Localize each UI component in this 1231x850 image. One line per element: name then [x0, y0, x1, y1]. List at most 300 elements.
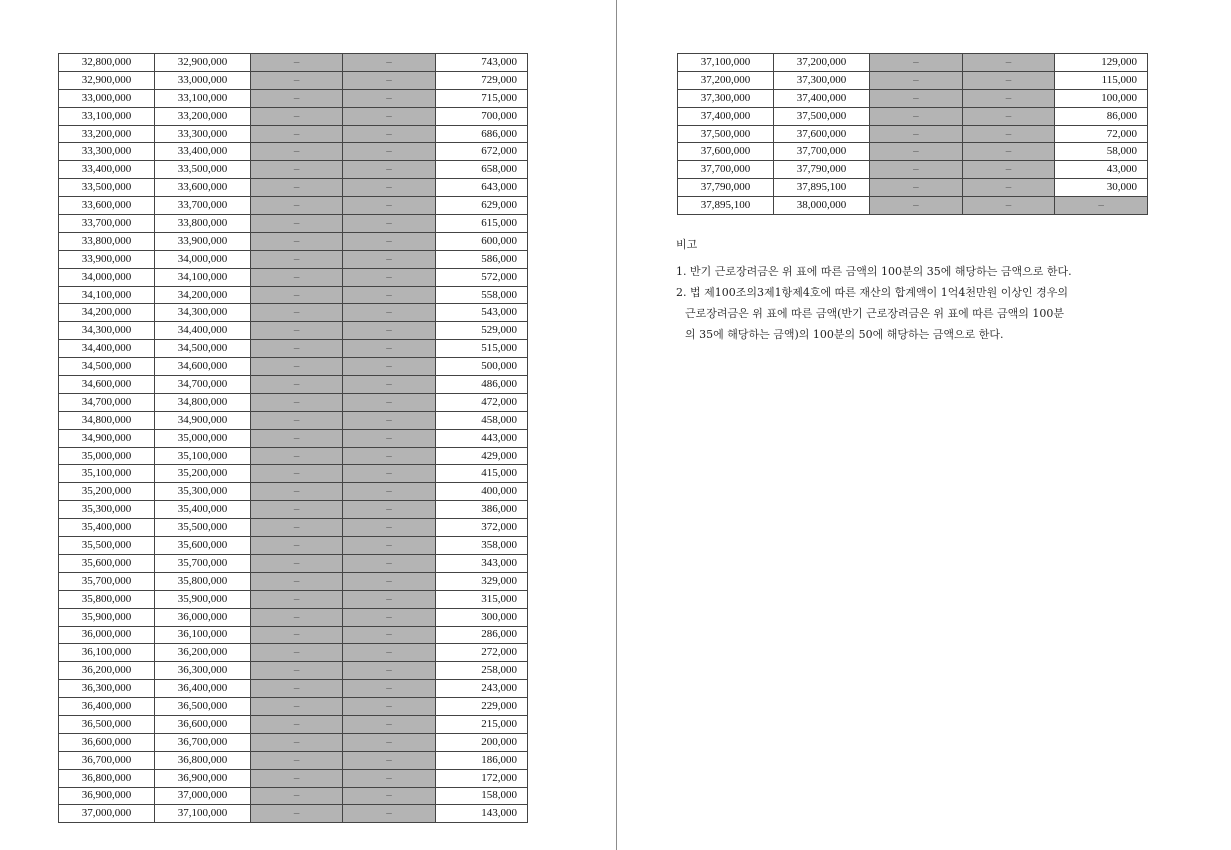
dash-cell: – — [343, 626, 435, 644]
table-row — [59, 268, 528, 286]
amount-cell: 30,000 — [1055, 179, 1148, 197]
dash-cell: – — [251, 554, 343, 572]
dash-cell: – — [251, 715, 343, 733]
dash-cell: – — [343, 322, 435, 340]
dash-cell: – — [962, 89, 1055, 107]
dash-cell: – — [251, 286, 343, 304]
note-line: 반기 근로장려금은 위 표에 따른 금액의 100분의 35에 해당하는 금액으로 한다. — [690, 265, 1072, 278]
table-row — [59, 662, 528, 680]
income-from-cell: 34,400,000 — [59, 340, 155, 358]
income-to-cell: 36,700,000 — [155, 733, 251, 751]
table-row — [59, 125, 528, 143]
dash-cell: – — [251, 161, 343, 179]
dash-cell: – — [251, 197, 343, 215]
dash-cell: – — [251, 215, 343, 233]
table-row — [59, 501, 528, 519]
table-row — [59, 107, 528, 125]
dash-cell: – — [343, 89, 435, 107]
amount-cell: 558,000 — [435, 286, 527, 304]
income-to-cell: 35,700,000 — [155, 554, 251, 572]
table-row — [59, 608, 528, 626]
income-from-cell: 35,500,000 — [59, 537, 155, 555]
amount-table-left — [58, 53, 528, 823]
table-row — [59, 250, 528, 268]
income-from-cell: 37,200,000 — [678, 71, 774, 89]
income-to-cell: 33,700,000 — [155, 197, 251, 215]
income-from-cell: 33,800,000 — [59, 232, 155, 250]
table-row — [678, 125, 1148, 143]
income-to-cell: 35,300,000 — [155, 483, 251, 501]
income-from-cell: 33,700,000 — [59, 215, 155, 233]
table-row — [59, 411, 528, 429]
amount-cell: 400,000 — [435, 483, 527, 501]
income-from-cell: 33,200,000 — [59, 125, 155, 143]
amount-cell: 86,000 — [1055, 107, 1148, 125]
notes-section — [676, 236, 1156, 345]
dash-cell: – — [251, 304, 343, 322]
table-row — [59, 161, 528, 179]
income-from-cell: 34,200,000 — [59, 304, 155, 322]
dash-cell: – — [870, 107, 963, 125]
dash-cell: – — [251, 358, 343, 376]
income-to-cell: 36,300,000 — [155, 662, 251, 680]
income-to-cell: 37,200,000 — [774, 54, 870, 72]
dash-cell: – — [251, 769, 343, 787]
dash-cell: – — [343, 769, 435, 787]
amount-cell: 143,000 — [435, 805, 527, 823]
income-to-cell: 35,100,000 — [155, 447, 251, 465]
dash-cell: – — [251, 590, 343, 608]
table-row — [59, 537, 528, 555]
income-to-cell: 37,400,000 — [774, 89, 870, 107]
table-row — [59, 519, 528, 537]
amount-cell: 72,000 — [1055, 125, 1148, 143]
dash-cell: – — [343, 304, 435, 322]
table-row — [59, 483, 528, 501]
income-to-cell: 33,000,000 — [155, 71, 251, 89]
dash-cell: – — [343, 411, 435, 429]
dash-cell: – — [251, 107, 343, 125]
amount-cell: 700,000 — [435, 107, 527, 125]
dash-cell: – — [251, 680, 343, 698]
dash-cell: – — [251, 465, 343, 483]
dash-cell: – — [251, 429, 343, 447]
dash-cell: – — [251, 322, 343, 340]
table-row — [59, 393, 528, 411]
note-line: 의 35에 해당하는 금액)의 100분의 50에 해당하는 금액으로 한다. — [685, 328, 1004, 341]
dash-cell: – — [251, 483, 343, 501]
dash-cell: – — [343, 787, 435, 805]
dash-cell: – — [251, 250, 343, 268]
dash-cell: – — [251, 751, 343, 769]
income-to-cell: 37,790,000 — [774, 161, 870, 179]
dash-cell: – — [343, 340, 435, 358]
dash-cell: – — [343, 232, 435, 250]
dash-cell: – — [251, 393, 343, 411]
income-to-cell: 34,700,000 — [155, 376, 251, 394]
dash-cell: – — [870, 71, 963, 89]
income-to-cell: 32,900,000 — [155, 54, 251, 72]
income-to-cell: 36,500,000 — [155, 698, 251, 716]
dash-cell: – — [251, 340, 343, 358]
dash-cell: – — [251, 644, 343, 662]
dash-cell: – — [251, 71, 343, 89]
dash-cell: – — [870, 197, 963, 215]
notes-title: 비고 — [676, 238, 698, 251]
dash-cell: – — [343, 751, 435, 769]
amount-cell: 729,000 — [435, 71, 527, 89]
dash-cell: – — [251, 411, 343, 429]
income-from-cell: 35,800,000 — [59, 590, 155, 608]
amount-cell: 258,000 — [435, 662, 527, 680]
income-from-cell: 37,500,000 — [678, 125, 774, 143]
income-to-cell: 36,800,000 — [155, 751, 251, 769]
dash-cell: – — [343, 197, 435, 215]
income-from-cell: 36,600,000 — [59, 733, 155, 751]
dash-cell: – — [962, 143, 1055, 161]
amount-cell: 443,000 — [435, 429, 527, 447]
dash-cell: – — [251, 268, 343, 286]
dash-cell: – — [343, 393, 435, 411]
dash-cell: – — [962, 71, 1055, 89]
income-to-cell: 37,500,000 — [774, 107, 870, 125]
dash-cell: – — [343, 590, 435, 608]
dash-cell: – — [251, 626, 343, 644]
amount-cell: 458,000 — [435, 411, 527, 429]
income-to-cell: 37,700,000 — [774, 143, 870, 161]
income-to-cell: 36,400,000 — [155, 680, 251, 698]
amount-cell: 586,000 — [435, 250, 527, 268]
income-to-cell: 37,600,000 — [774, 125, 870, 143]
income-from-cell: 34,000,000 — [59, 268, 155, 286]
table-row — [59, 340, 528, 358]
amount-cell: 272,000 — [435, 644, 527, 662]
table-row — [59, 286, 528, 304]
table-row — [59, 54, 528, 72]
income-from-cell: 34,800,000 — [59, 411, 155, 429]
income-to-cell: 33,100,000 — [155, 89, 251, 107]
notes-list — [676, 261, 1156, 345]
amount-cell: 343,000 — [435, 554, 527, 572]
dash-cell: – — [343, 376, 435, 394]
table-row — [59, 787, 528, 805]
income-to-cell: 33,300,000 — [155, 125, 251, 143]
income-to-cell: 35,500,000 — [155, 519, 251, 537]
dash-cell: – — [343, 71, 435, 89]
income-from-cell: 35,700,000 — [59, 572, 155, 590]
income-to-cell: 35,000,000 — [155, 429, 251, 447]
income-to-cell: 33,900,000 — [155, 232, 251, 250]
table-row — [59, 465, 528, 483]
dash-cell: – — [870, 161, 963, 179]
income-to-cell: 37,300,000 — [774, 71, 870, 89]
dash-cell: – — [343, 483, 435, 501]
table-row — [59, 554, 528, 572]
table-row — [678, 143, 1148, 161]
income-to-cell: 34,100,000 — [155, 268, 251, 286]
income-from-cell: 34,100,000 — [59, 286, 155, 304]
dash-cell: – — [343, 608, 435, 626]
dash-cell: – — [343, 554, 435, 572]
income-from-cell: 33,600,000 — [59, 197, 155, 215]
income-from-cell: 34,500,000 — [59, 358, 155, 376]
dash-cell: – — [251, 54, 343, 72]
dash-cell: – — [251, 519, 343, 537]
amount-cell: 186,000 — [435, 751, 527, 769]
income-to-cell: 34,000,000 — [155, 250, 251, 268]
table-row — [59, 644, 528, 662]
amount-cell: 600,000 — [435, 232, 527, 250]
amount-cell: 43,000 — [1055, 161, 1148, 179]
table-row — [678, 161, 1148, 179]
dash-cell: – — [343, 698, 435, 716]
income-to-cell: 36,900,000 — [155, 769, 251, 787]
income-to-cell: 35,900,000 — [155, 590, 251, 608]
table-row — [59, 429, 528, 447]
dash-cell: – — [343, 537, 435, 555]
income-from-cell: 35,000,000 — [59, 447, 155, 465]
note-line: 근로장려금은 위 표에 따른 금액(반기 근로장려금은 위 표에 따른 금액의 100분 — [685, 307, 1065, 320]
income-to-cell: 36,200,000 — [155, 644, 251, 662]
income-to-cell: 36,100,000 — [155, 626, 251, 644]
income-to-cell: 36,000,000 — [155, 608, 251, 626]
dash-cell: – — [962, 161, 1055, 179]
dash-cell: – — [343, 107, 435, 125]
amount-cell: 158,000 — [435, 787, 527, 805]
dash-cell: – — [343, 215, 435, 233]
dash-cell: – — [343, 805, 435, 823]
note-item — [676, 261, 1156, 282]
amount-cell: 358,000 — [435, 537, 527, 555]
income-from-cell: 36,000,000 — [59, 626, 155, 644]
amount-cell: 215,000 — [435, 715, 527, 733]
income-from-cell: 36,900,000 — [59, 787, 155, 805]
dash-cell: – — [251, 787, 343, 805]
income-to-cell: 35,600,000 — [155, 537, 251, 555]
amount-cell: 58,000 — [1055, 143, 1148, 161]
income-from-cell: 32,800,000 — [59, 54, 155, 72]
table-row — [59, 232, 528, 250]
dash-cell: – — [251, 572, 343, 590]
dash-cell: – — [343, 519, 435, 537]
note-number: 1. — [676, 265, 687, 278]
table-row — [59, 715, 528, 733]
amount-cell: 372,000 — [435, 519, 527, 537]
amount-cell: 472,000 — [435, 393, 527, 411]
table-row — [59, 322, 528, 340]
amount-cell: 615,000 — [435, 215, 527, 233]
dash-cell: – — [251, 125, 343, 143]
dash-cell: – — [343, 447, 435, 465]
dash-cell: – — [870, 89, 963, 107]
amount-cell: 172,000 — [435, 769, 527, 787]
income-from-cell: 35,100,000 — [59, 465, 155, 483]
income-from-cell: 36,800,000 — [59, 769, 155, 787]
table-row — [678, 71, 1148, 89]
income-from-cell: 37,600,000 — [678, 143, 774, 161]
income-from-cell: 36,100,000 — [59, 644, 155, 662]
dash-cell: – — [343, 250, 435, 268]
table-row — [59, 769, 528, 787]
income-to-cell: 34,200,000 — [155, 286, 251, 304]
table-row — [59, 197, 528, 215]
table-row — [59, 733, 528, 751]
income-from-cell: 35,600,000 — [59, 554, 155, 572]
income-to-cell: 38,000,000 — [774, 197, 870, 215]
dash-cell: – — [251, 608, 343, 626]
table-row — [59, 215, 528, 233]
dash-cell: – — [962, 107, 1055, 125]
income-from-cell: 33,000,000 — [59, 89, 155, 107]
amount-cell: 129,000 — [1055, 54, 1148, 72]
amount-cell: 629,000 — [435, 197, 527, 215]
dash-cell: – — [870, 54, 963, 72]
amount-cell: 515,000 — [435, 340, 527, 358]
amount-cell: 672,000 — [435, 143, 527, 161]
income-from-cell: 35,300,000 — [59, 501, 155, 519]
income-to-cell: 37,000,000 — [155, 787, 251, 805]
income-to-cell: 34,300,000 — [155, 304, 251, 322]
table-row — [678, 107, 1148, 125]
dash-cell: – — [962, 125, 1055, 143]
table-row — [59, 71, 528, 89]
income-to-cell: 35,800,000 — [155, 572, 251, 590]
table-row — [59, 680, 528, 698]
dash-cell: – — [251, 805, 343, 823]
income-to-cell: 34,400,000 — [155, 322, 251, 340]
table-row — [59, 179, 528, 197]
income-from-cell: 36,200,000 — [59, 662, 155, 680]
income-from-cell: 33,500,000 — [59, 179, 155, 197]
income-from-cell: 35,900,000 — [59, 608, 155, 626]
income-from-cell: 33,400,000 — [59, 161, 155, 179]
income-to-cell: 34,600,000 — [155, 358, 251, 376]
income-from-cell: 34,300,000 — [59, 322, 155, 340]
table-row — [59, 590, 528, 608]
dash-cell: – — [962, 179, 1055, 197]
amount-cell: 200,000 — [435, 733, 527, 751]
amount-cell: 286,000 — [435, 626, 527, 644]
table-row — [59, 805, 528, 823]
dash-cell: – — [251, 143, 343, 161]
income-from-cell: 35,200,000 — [59, 483, 155, 501]
income-from-cell: 34,900,000 — [59, 429, 155, 447]
dash-cell: – — [343, 268, 435, 286]
income-to-cell: 33,400,000 — [155, 143, 251, 161]
amount-cell: 686,000 — [435, 125, 527, 143]
note-number: 2. — [676, 286, 687, 299]
dash-cell: – — [343, 572, 435, 590]
table-row — [59, 143, 528, 161]
income-to-cell: 36,600,000 — [155, 715, 251, 733]
dash-cell: – — [251, 447, 343, 465]
table-row — [59, 626, 528, 644]
dash-cell: – — [343, 733, 435, 751]
dash-cell: – — [343, 429, 435, 447]
table-row — [59, 447, 528, 465]
table-row — [59, 698, 528, 716]
amount-cell: 715,000 — [435, 89, 527, 107]
dash-cell: – — [343, 680, 435, 698]
income-from-cell: 37,400,000 — [678, 107, 774, 125]
dash-cell: – — [251, 733, 343, 751]
income-to-cell: 37,895,100 — [774, 179, 870, 197]
dash-cell: – — [343, 501, 435, 519]
dash-cell: – — [962, 197, 1055, 215]
income-to-cell: 34,800,000 — [155, 393, 251, 411]
income-to-cell: 33,600,000 — [155, 179, 251, 197]
table-row — [59, 358, 528, 376]
dash-cell: – — [343, 125, 435, 143]
income-from-cell: 33,100,000 — [59, 107, 155, 125]
dash-cell: – — [251, 232, 343, 250]
amount-cell: 658,000 — [435, 161, 527, 179]
dash-cell: – — [343, 644, 435, 662]
income-to-cell: 33,500,000 — [155, 161, 251, 179]
dash-cell: – — [251, 537, 343, 555]
page-divider — [616, 0, 617, 850]
amount-cell: 315,000 — [435, 590, 527, 608]
dash-cell: – — [343, 161, 435, 179]
amount-cell: 529,000 — [435, 322, 527, 340]
income-to-cell: 34,900,000 — [155, 411, 251, 429]
income-from-cell: 34,700,000 — [59, 393, 155, 411]
dash-cell: – — [343, 286, 435, 304]
income-from-cell: 37,700,000 — [678, 161, 774, 179]
dash-cell: – — [251, 376, 343, 394]
income-from-cell: 36,500,000 — [59, 715, 155, 733]
dash-cell: – — [962, 54, 1055, 72]
amount-cell: 229,000 — [435, 698, 527, 716]
amount-cell: 743,000 — [435, 54, 527, 72]
note-line: 법 제100조의3제1항제4호에 따른 재산의 합계액이 1억4천만원 이상인 경우의 — [690, 286, 1068, 299]
income-from-cell: 32,900,000 — [59, 71, 155, 89]
amount-cell: 100,000 — [1055, 89, 1148, 107]
dash-cell: – — [251, 179, 343, 197]
amount-cell: 643,000 — [435, 179, 527, 197]
income-from-cell: 33,300,000 — [59, 143, 155, 161]
amount-cell: 300,000 — [435, 608, 527, 626]
table-row — [59, 751, 528, 769]
table-row — [678, 197, 1148, 215]
amount-cell: – — [1055, 197, 1148, 215]
dash-cell: – — [343, 54, 435, 72]
amount-cell: 429,000 — [435, 447, 527, 465]
dash-cell: – — [251, 501, 343, 519]
income-from-cell: 36,700,000 — [59, 751, 155, 769]
income-from-cell: 36,300,000 — [59, 680, 155, 698]
income-to-cell: 33,200,000 — [155, 107, 251, 125]
dash-cell: – — [251, 662, 343, 680]
dash-cell: – — [343, 715, 435, 733]
income-to-cell: 34,500,000 — [155, 340, 251, 358]
income-to-cell: 35,200,000 — [155, 465, 251, 483]
income-from-cell: 35,400,000 — [59, 519, 155, 537]
amount-cell: 329,000 — [435, 572, 527, 590]
amount-cell: 243,000 — [435, 680, 527, 698]
table-row — [678, 179, 1148, 197]
dash-cell: – — [343, 465, 435, 483]
amount-cell: 543,000 — [435, 304, 527, 322]
dash-cell: – — [251, 698, 343, 716]
income-to-cell: 35,400,000 — [155, 501, 251, 519]
amount-cell: 500,000 — [435, 358, 527, 376]
table-row — [59, 89, 528, 107]
table-row — [59, 572, 528, 590]
income-from-cell: 36,400,000 — [59, 698, 155, 716]
dash-cell: – — [870, 179, 963, 197]
income-from-cell: 37,895,100 — [678, 197, 774, 215]
